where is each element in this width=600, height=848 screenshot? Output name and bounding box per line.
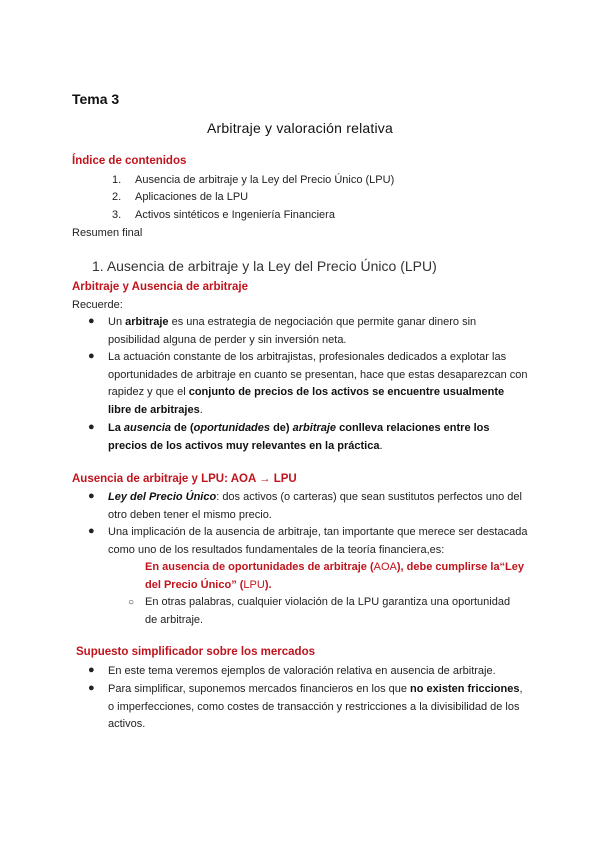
bullet-icon: ● xyxy=(88,525,95,537)
circle-bullet-icon: ○ xyxy=(128,597,135,608)
block3-bullet-2: Para simplificar, suponemos mercados financieros en los que no existen fricciones, o imperfecciones, como costes de transacción y restricciones a la divisibilidad de los activos. xyxy=(108,683,523,730)
bullet-icon: ● xyxy=(88,664,95,676)
section-1-heading xyxy=(92,258,437,274)
block2-highlight: En ausencia de oportunidades de arbitraje (AOA), debe cumplirse la“Ley del Precio Único” (LPU). xyxy=(145,561,525,591)
index-heading: Índice de contenidos xyxy=(72,155,187,167)
bullet-icon: ● xyxy=(88,421,95,433)
block2-subbullet: En otras palabras, cualquier violación de la LPU garantiza una oportunidad de arbitraje. xyxy=(145,596,511,626)
block1-bullet-3: La ausencia de (oportunidades de) arbitraje conlleva relaciones entre los precios de los activos muy relevantes en la práctica. xyxy=(108,422,490,452)
block2-heading: Ausencia de arbitraje y LPU: AOA → LPU xyxy=(72,473,297,485)
index-num-3: 3. xyxy=(112,209,122,221)
block2-bullet-1: Ley del Precio Único: dos activos (o carteras) que sean sustitutos perfectos uno del otro deben tener el mismo precio. xyxy=(108,491,522,521)
topic-label: Tema 3 xyxy=(72,91,120,107)
block1-bullet-1: Un arbitraje es una estrategia de negociación que permite ganar dinero sin posibilidad alguna de perder y sin inversión neta. xyxy=(108,316,477,346)
bullet-icon: ● xyxy=(88,490,95,502)
index-summary: Resumen final xyxy=(72,227,143,239)
index-num-1: 1. xyxy=(112,174,122,186)
block1-heading: Arbitraje y Ausencia de arbitraje xyxy=(72,281,248,293)
index-num-2: 2. xyxy=(112,191,122,203)
block2-bullet-2: Una implicación de la ausencia de arbitraje, tan importante que merece ser destacada como uno de los resultados fundamentales de la teoría financiera,es: xyxy=(108,526,528,556)
block1-intro: Recuerde: xyxy=(72,299,123,311)
index-item-1: Ausencia de arbitraje y la Ley del Precio Único (LPU) xyxy=(135,174,395,186)
bullet-icon: ● xyxy=(88,315,95,327)
page-title: Arbitraje y valoración relativa xyxy=(207,120,393,136)
block3-heading: Supuesto simplificador sobre los mercados xyxy=(76,646,316,658)
section-1-number: 1. xyxy=(92,258,104,274)
block3-bullet-1: En este tema veremos ejemplos de valoración relativa en ausencia de arbitraje. xyxy=(108,665,496,677)
bullet-icon: ● xyxy=(88,682,95,694)
section-1-title: Ausencia de arbitraje y la Ley del Precio Único (LPU) xyxy=(106,258,437,274)
bullet-icon: ● xyxy=(88,350,95,362)
index-item-2: Aplicaciones de la LPU xyxy=(135,191,249,203)
index-item-3: Activos sintéticos e Ingeniería Financiera xyxy=(135,209,335,221)
block1-bullet-2: La actuación constante de los arbitrajistas, profesionales dedicados a explotar las oportunidades de arbitraje en cuanto se presentan, hace que estas desaparezcan con rapidez y que el conjunto de precios de los activos se encuentre usualmente libre de arbitrajes. xyxy=(108,351,528,416)
